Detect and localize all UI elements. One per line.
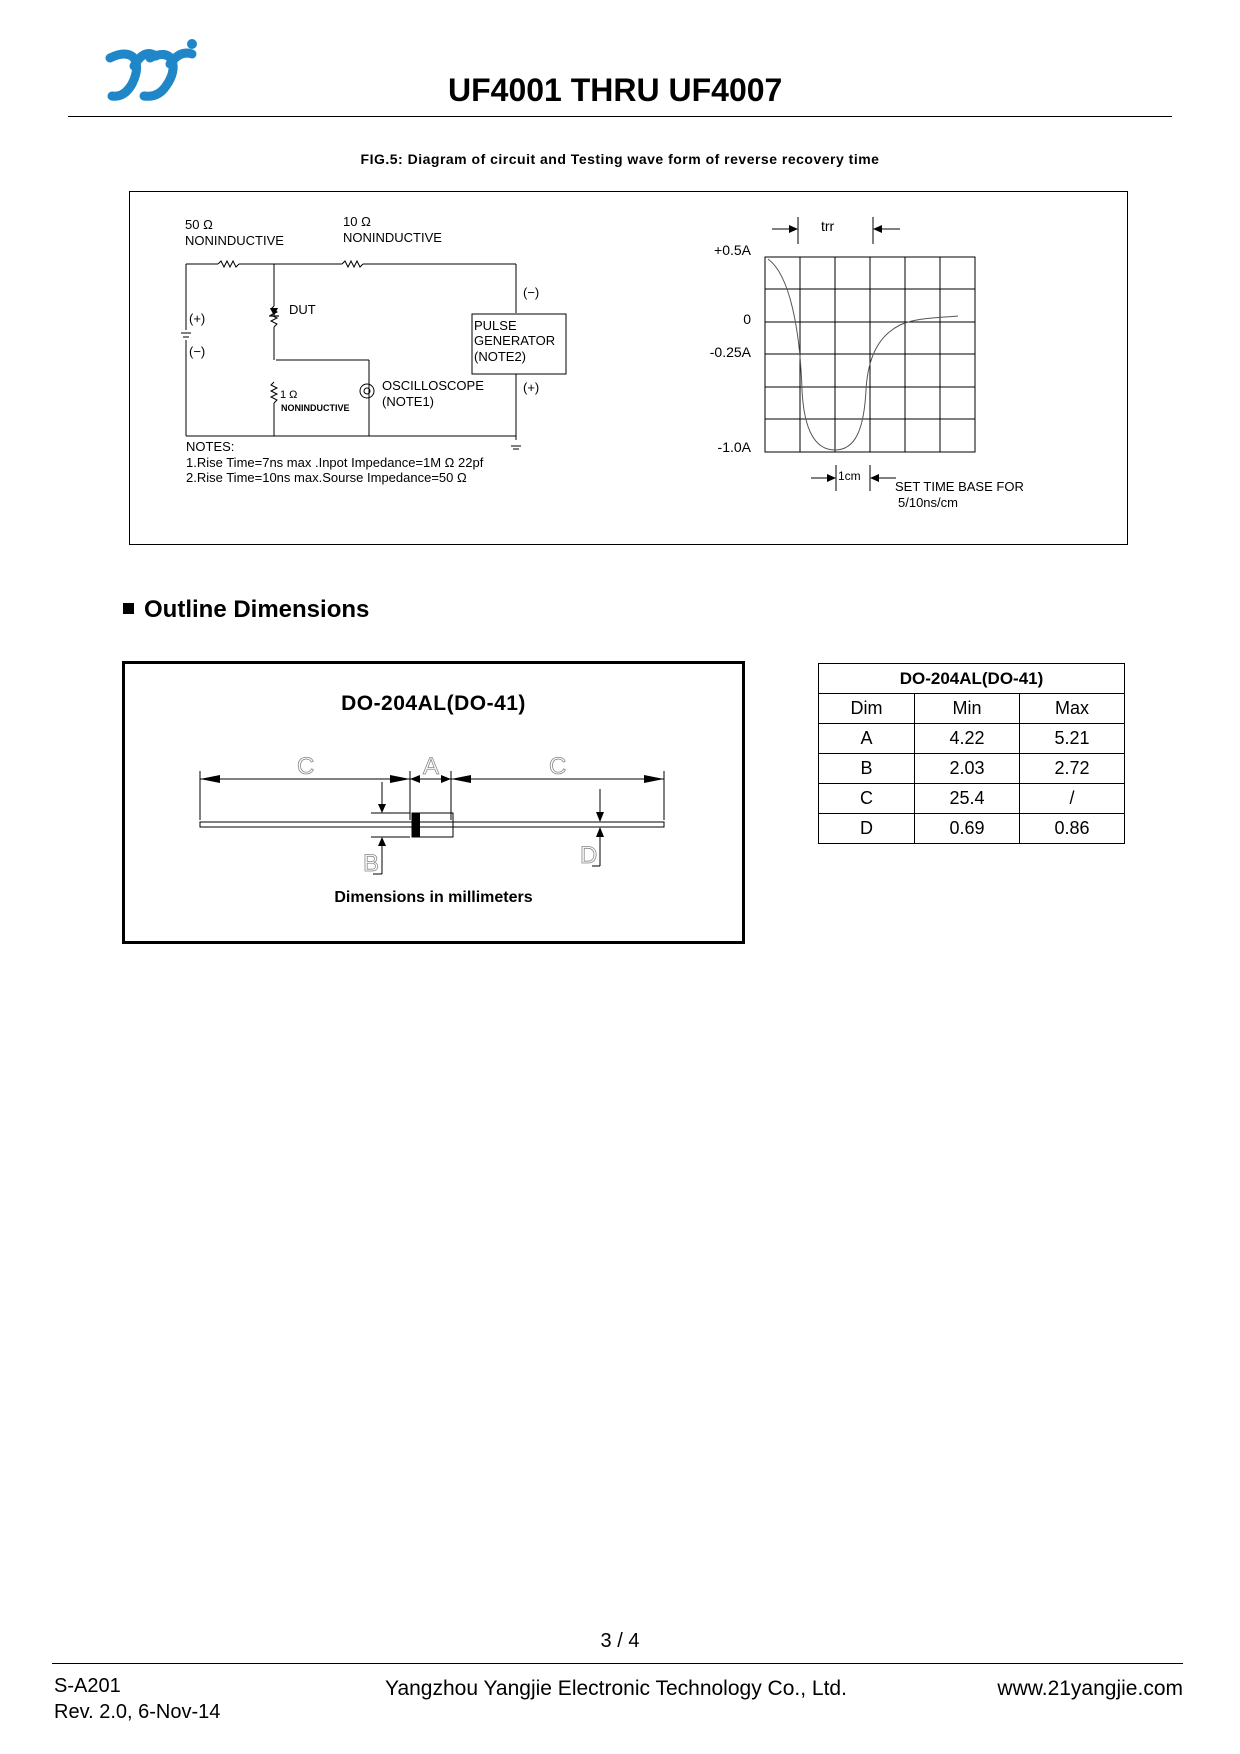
units-note: Dimensions in millimeters	[334, 889, 533, 906]
table-row	[819, 724, 1125, 754]
dim-d-label: D	[580, 842, 598, 869]
table-cell: 25.4	[915, 784, 1020, 814]
y-label-minus-1-0a: -1.0A	[717, 439, 751, 455]
pulse-generator-label-1: PULSE	[474, 318, 517, 333]
table-title: DO-204AL(DO-41)	[819, 664, 1125, 694]
table-cell: D	[819, 814, 915, 844]
package-title: DO-204AL(DO-41)	[341, 692, 526, 715]
table-header-min: Min	[915, 694, 1020, 724]
dim-c-left-label: C	[297, 753, 315, 780]
pulse-minus-label: (−)	[523, 285, 540, 300]
timebase-label-2: 5/10ns/cm	[898, 495, 958, 510]
r2-type-label: NONINDUCTIVE	[343, 230, 442, 245]
revision: Rev. 2.0, 6-Nov-14	[54, 1701, 221, 1723]
table-cell: C	[819, 784, 915, 814]
y-label-minus-0-25a: -0.25A	[709, 344, 751, 360]
table-title-row	[819, 664, 1125, 694]
oscilloscope-label-2: (NOTE1)	[382, 394, 434, 409]
oscilloscope-label-1: OSCILLOSCOPE	[382, 378, 484, 393]
outline-heading-text: Outline Dimensions	[144, 596, 370, 623]
table-row	[819, 754, 1125, 784]
dim-b-label: B	[363, 850, 380, 877]
pulse-generator-label-3: (NOTE2)	[474, 349, 526, 364]
pulse-plus-label: (+)	[523, 380, 540, 395]
table-header-max: Max	[1020, 694, 1125, 724]
table-cell: 5.21	[1020, 724, 1125, 754]
dut-label: DUT	[289, 302, 316, 317]
table-cell: 4.22	[915, 724, 1020, 754]
table-cell: A	[819, 724, 915, 754]
dim-a-label: A	[423, 753, 440, 780]
r2-value-label: 10 Ω	[343, 214, 371, 229]
table-header-row	[819, 694, 1125, 724]
note-1: 1.Rise Time=7ns max .Inpot Impedance=1M Ω 22pf	[186, 455, 484, 470]
dimension-table	[818, 663, 1125, 844]
figure-caption: FIG.5: Diagram of circuit and Testing wave form of reverse recovery time	[360, 151, 880, 167]
timebase-label-1: SET TIME BASE FOR	[895, 479, 1024, 494]
one-cm-label: 1cm	[838, 469, 861, 483]
doc-code: S-A201	[54, 1675, 121, 1697]
table-row	[819, 814, 1125, 844]
r1-value-label: 50 Ω	[185, 217, 213, 232]
source-minus-label: (−)	[189, 344, 206, 359]
r3-value-label: 1 Ω	[280, 389, 298, 401]
trr-label: trr	[821, 218, 835, 234]
page-number: 3 / 4	[600, 1630, 640, 1652]
y-label-plus-0-5a: +0.5A	[714, 242, 751, 258]
table-cell: 0.86	[1020, 814, 1125, 844]
dim-c-right-label: C	[549, 753, 567, 780]
table-row	[819, 784, 1125, 814]
pulse-generator-label-2: GENERATOR	[474, 333, 556, 348]
table-cell: B	[819, 754, 915, 784]
table-header-dim: Dim	[819, 694, 915, 724]
company-name: Yangzhou Yangjie Electronic Technology Co., Ltd.	[385, 1677, 847, 1700]
y-label-zero: 0	[743, 311, 751, 327]
table-cell: 2.03	[915, 754, 1020, 784]
notes-title: NOTES:	[186, 439, 235, 454]
document-title: UF4001 THRU UF4007	[448, 72, 783, 108]
company-website: www.21yangjie.com	[997, 1677, 1183, 1700]
table-cell: 2.72	[1020, 754, 1125, 784]
table-cell: 0.69	[915, 814, 1020, 844]
table-cell: /	[1020, 784, 1125, 814]
note-2: 2.Rise Time=10ns max.Sourse Impedance=50 Ω	[186, 470, 467, 485]
footer-rule	[52, 1663, 1183, 1664]
r1-type-label: NONINDUCTIVE	[185, 233, 284, 248]
source-plus-label: (+)	[189, 311, 206, 326]
r3-type-label: NONINDUCTIVE	[281, 403, 350, 413]
